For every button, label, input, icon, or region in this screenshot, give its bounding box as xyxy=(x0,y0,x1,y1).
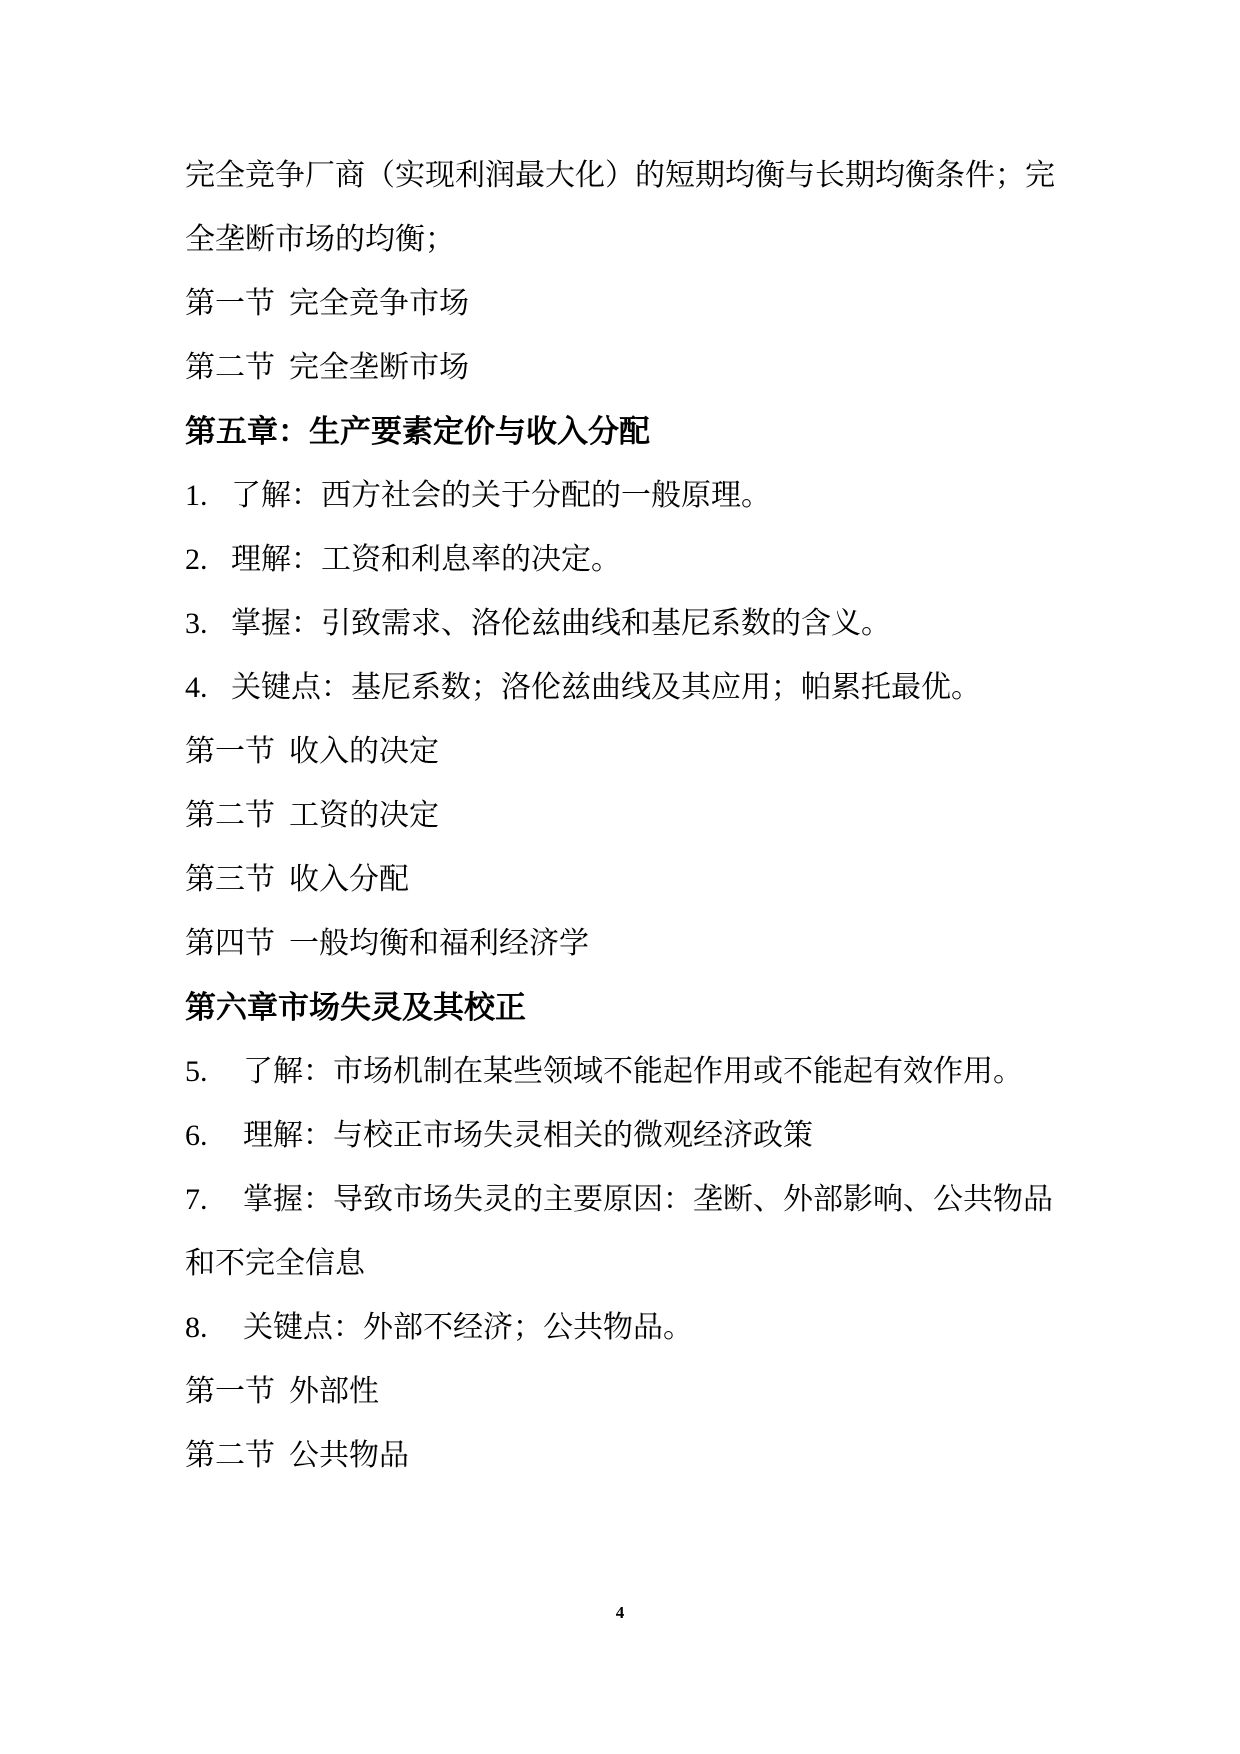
chapter6-section-1 xyxy=(185,1360,1075,1424)
section-title: 完全竞争市场 xyxy=(289,287,469,320)
section-number: 第一节 xyxy=(185,1375,275,1408)
chapter5-section-3 xyxy=(185,848,1075,912)
chapter6-item-6 xyxy=(185,1104,1075,1168)
chapter5-section-4 xyxy=(185,912,1075,976)
section-title: 公共物品 xyxy=(289,1439,409,1472)
chapter6-heading: 第六章市场失灵及其校正 xyxy=(185,990,526,1025)
item-text: 掌握：引致需求、洛伦兹曲线和基尼系数的含义。 xyxy=(231,607,891,640)
section-number: 第二节 xyxy=(185,799,275,832)
chapter4-section-1 xyxy=(185,272,1075,336)
chapter5-heading: 第五章：生产要素定价与收入分配 xyxy=(185,414,650,449)
item-number: 5. xyxy=(185,1055,208,1088)
section-number: 第二节 xyxy=(185,1439,275,1472)
intro-line-1: 完全竞争厂商（实现利润最大化）的短期均衡与长期均衡条件；完 xyxy=(185,159,1055,192)
section-title: 一般均衡和福利经济学 xyxy=(289,927,589,960)
item-number: 2. xyxy=(185,543,208,576)
intro-line-2: 全垄断市场的均衡； xyxy=(185,223,455,256)
chapter5-section-2 xyxy=(185,784,1075,848)
chapter6-section-2 xyxy=(185,1424,1075,1488)
item-text: 掌握：导致市场失灵的主要原因：垄断、外部影响、公共物品 xyxy=(243,1183,1053,1216)
item-number: 3. xyxy=(185,607,208,640)
document-content xyxy=(185,144,1075,1488)
section-number: 第一节 xyxy=(185,735,275,768)
item-number: 1. xyxy=(185,479,208,512)
item-number: 6. xyxy=(185,1119,208,1152)
item-number: 7. xyxy=(185,1183,208,1216)
item-text: 了解：市场机制在某些领域不能起作用或不能起有效作用。 xyxy=(243,1055,1023,1088)
section-title: 收入分配 xyxy=(289,863,409,896)
section-title: 收入的决定 xyxy=(289,735,439,768)
section-number: 第四节 xyxy=(185,927,275,960)
chapter5-item-1 xyxy=(185,464,1075,528)
item-number: 8. xyxy=(185,1311,208,1344)
chapter6-item-8 xyxy=(185,1296,1075,1360)
chapter6-item-7-line-1 xyxy=(185,1168,1075,1232)
section-title: 外部性 xyxy=(289,1375,379,1408)
item-text: 理解：与校正市场失灵相关的微观经济政策 xyxy=(243,1119,813,1152)
item-text: 关键点：基尼系数；洛伦兹曲线及其应用；帕累托最优。 xyxy=(231,671,981,704)
section-number: 第一节 xyxy=(185,287,275,320)
page-footer xyxy=(0,1598,1240,1628)
item-text: 理解：工资和利息率的决定。 xyxy=(231,543,621,576)
section-number: 第二节 xyxy=(185,351,275,384)
section-number: 第三节 xyxy=(185,863,275,896)
page-number: 4 xyxy=(615,1603,625,1622)
chapter5-item-2 xyxy=(185,528,1075,592)
section-title: 完全垄断市场 xyxy=(289,351,469,384)
chapter6-item-5 xyxy=(185,1040,1075,1104)
item-text: 关键点：外部不经济；公共物品。 xyxy=(243,1311,693,1344)
section-title: 工资的决定 xyxy=(289,799,439,832)
item-number: 4. xyxy=(185,671,208,704)
chapter5-section-1 xyxy=(185,720,1075,784)
chapter5-item-3 xyxy=(185,592,1075,656)
chapter4-section-2 xyxy=(185,336,1075,400)
chapter6-item-7-line-2: 和不完全信息 xyxy=(185,1247,365,1280)
chapter5-item-4 xyxy=(185,656,1075,720)
item-text: 了解：西方社会的关于分配的一般原理。 xyxy=(231,479,771,512)
